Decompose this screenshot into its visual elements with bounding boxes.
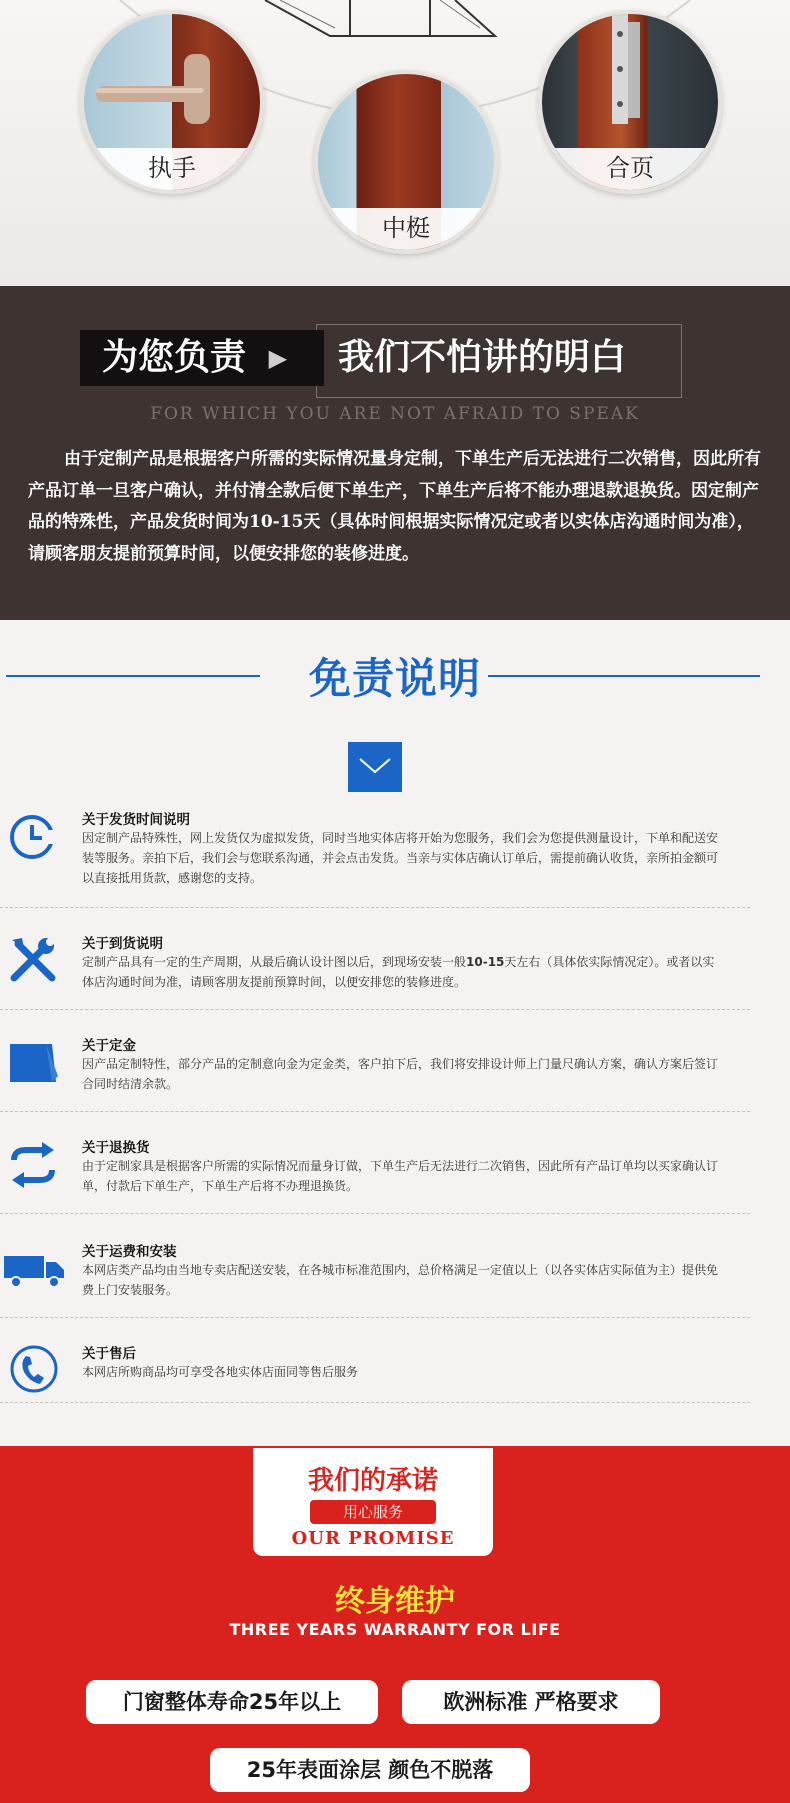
handle-label: 执手 — [84, 148, 260, 190]
badge-eu-standard: 欧洲标准 严格要求 — [402, 1680, 660, 1724]
badge-lifespan: 门窗整体寿命25年以上 — [86, 1680, 378, 1724]
responsibility-section — [0, 286, 790, 620]
mullion-label: 中梃 — [318, 208, 494, 250]
divider — [0, 1009, 750, 1010]
item-body-bold: 10-15 — [466, 955, 505, 969]
title-left: 为您负责 — [102, 337, 247, 378]
subtitle-en: FOR WHICH YOU ARE NOT AFRAID TO SPEAK — [150, 404, 640, 424]
responsibility-paragraph: 由于定制产品是根据客户所需的实际情况量身定制，下单生产后无法进行二次销售，因此所有产品订单一旦客户确认，并付清全款后便下单生产，下单生产后将不能办理退款退换货。因定制产品的特殊性，产品发货时间为10-15天（具体时间根据实际情况定或者以实体店沟通时间为准），请顾客朋友提前预算时间，以便安排您的装修进度。 — [28, 449, 761, 564]
hinge-label: 合页 — [542, 148, 718, 190]
item-title: 关于到货说明 — [82, 936, 163, 952]
item-title: 关于发货时间说明 — [82, 812, 190, 828]
item-body-post: 天左右（具体依实际情况定）。或者以实体店沟通时间为准，请顾客朋友提前预算时间，以便安排您的装修进度。 — [82, 955, 715, 989]
item-body: 本网店类产品均由当地专卖店配送安装，在各城市标准范围内，总价格满足一定值以上（以各实体店实际值为主）提供免费上门安装服务。 — [82, 1263, 719, 1297]
divider — [0, 1402, 750, 1403]
clock-icon — [6, 810, 60, 864]
item-title: 关于售后 — [82, 1346, 136, 1362]
wallet-icon — [6, 1036, 60, 1090]
divider — [0, 1111, 750, 1112]
item-body-pre: 定制产品具有一定的生产周期，从最后确认设计图以后，到现场安装一般 — [82, 955, 467, 969]
hardware-section — [0, 0, 790, 286]
phone-icon — [6, 1342, 60, 1396]
item-title: 关于退换货 — [82, 1140, 150, 1156]
divider — [0, 907, 750, 908]
lifelong-title: 终身维护 — [335, 1584, 455, 1619]
badge-coating: 25年表面涂层 颜色不脱落 — [210, 1748, 530, 1792]
promise-title-en: OUR PROMISE — [291, 1528, 455, 1549]
item-body: 本网店所购商品均可享受各地实体店面同等售后服务 — [82, 1365, 359, 1379]
promise-card — [253, 1448, 493, 1556]
divider — [0, 1213, 750, 1214]
title-left-block — [80, 330, 324, 386]
hinge-circle — [538, 10, 722, 194]
handle-circle — [80, 10, 264, 194]
title-right: 我们不怕讲的明白 — [338, 337, 627, 378]
item-title: 关于定金 — [82, 1038, 136, 1054]
promise-title-cn: 我们的承诺 — [307, 1466, 438, 1496]
disclaimer-section — [0, 620, 790, 1446]
warranty-en: THREE YEARS WARRANTY FOR LIFE — [229, 1620, 561, 1639]
divider — [0, 1317, 750, 1318]
truck-icon — [2, 1242, 66, 1296]
exchange-icon — [6, 1138, 60, 1192]
item-body: 由于定制家具是根据客户所需的实际情况而量身订做，下单生产后无法进行二次销售，因此所有产品订单均以买家确认订单，付款后下单生产，下单生产后将不办理退换货。 — [82, 1159, 719, 1193]
tools-icon — [6, 934, 60, 988]
item-body: 因产品定制特性，部分产品的定制意向金为定金类，客户拍下后，我们将安排设计师上门量尺确认方案，确认方案后签订合同时结清余款。 — [82, 1057, 719, 1091]
play-arrow-icon: ▶ — [268, 344, 288, 372]
item-body: 因定制产品特殊性，网上发货仅为虚拟发货，同时当地实体店将开始为您服务，我们会为您提供测量设计，下单和配送安装等服务。亲拍下后，我们会与您联系沟通，并会点击发货。当亲与实体店确认订单后，需提前确认收货，亲所拍金额可以直接抵用货款，感谢您的支持。 — [82, 831, 719, 885]
mullion-circle — [314, 70, 498, 254]
item-title: 关于运费和安装 — [82, 1244, 177, 1260]
mail-icon — [348, 742, 402, 792]
disclaimer-title: 免责说明 — [308, 654, 481, 703]
promise-section — [0, 1446, 790, 1803]
item-body — [82, 952, 722, 992]
promise-pill: 用心服务 — [310, 1500, 436, 1524]
